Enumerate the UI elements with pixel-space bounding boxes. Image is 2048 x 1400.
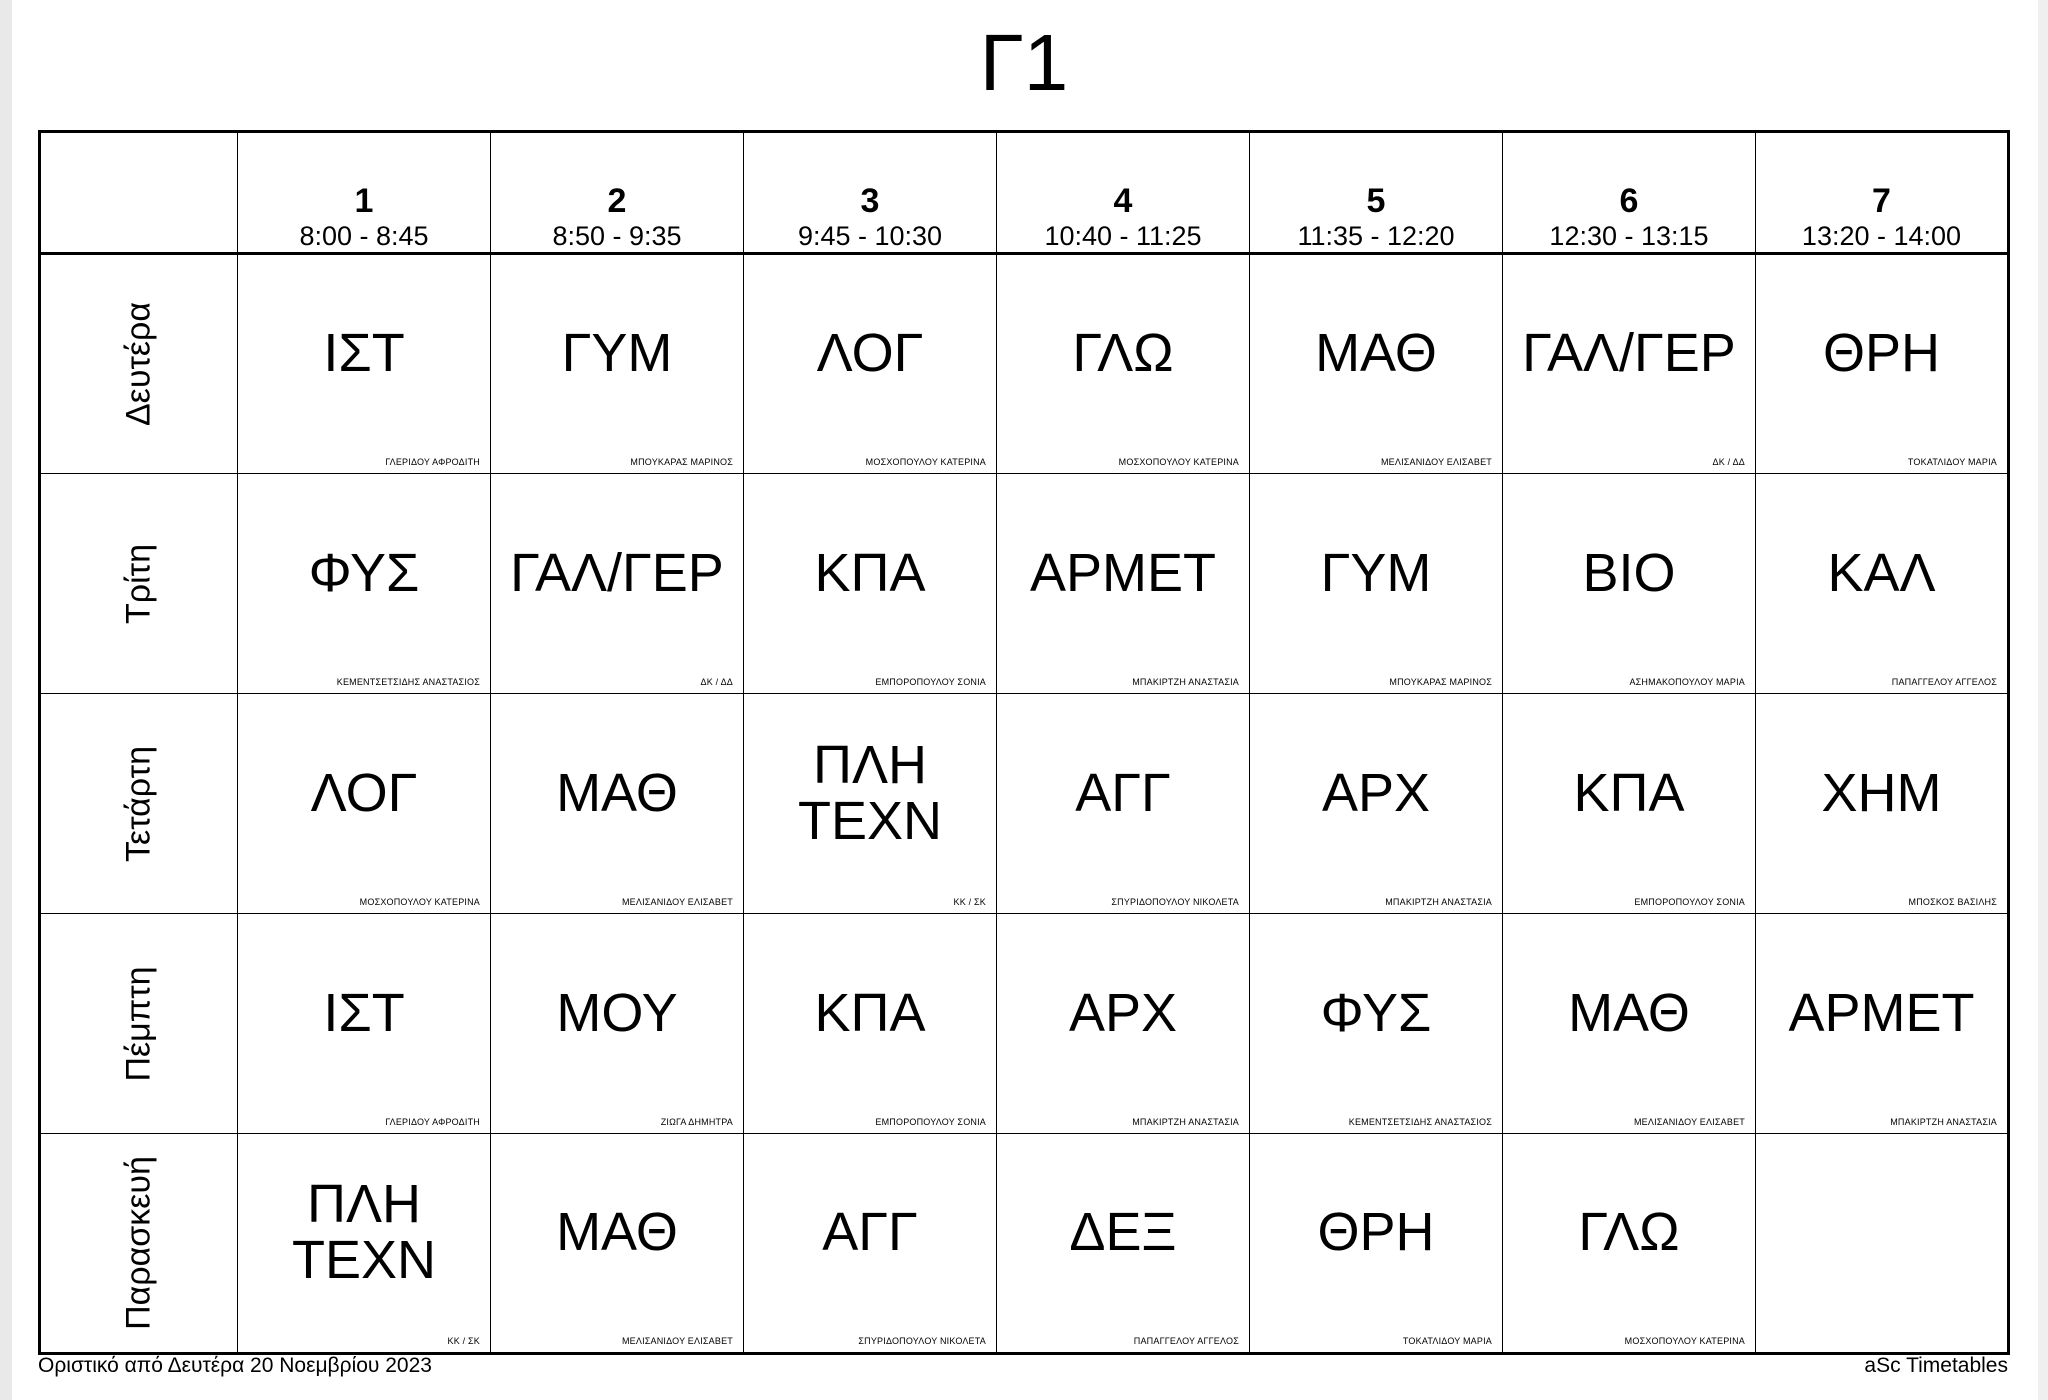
- subject-code: ΑΡΧ: [1321, 762, 1431, 823]
- lesson-cell: [997, 914, 1250, 1134]
- lesson-cell: [238, 254, 491, 474]
- lesson-cell: [1250, 694, 1503, 914]
- subject-code: ΓΛΩ: [1578, 1202, 1680, 1262]
- teacher-name: ΔΚ / ΔΔ: [700, 677, 733, 687]
- lesson-cell: [1250, 474, 1503, 694]
- subject-code: ΛΟΓ: [310, 762, 418, 823]
- period-time: 11:35 - 12:20: [1297, 221, 1455, 251]
- teacher-name: ΣΠΥΡΙΔΟΠΟΥΛΟΥ ΝΙΚΟΛΕΤΑ: [858, 1336, 986, 1346]
- day-row-thursday: [40, 914, 2009, 1134]
- period-header-6: [1503, 132, 1756, 254]
- teacher-name: ΜΠΑΚΙΡΤΖΗ ΑΝΑΣΤΑΣΙΑ: [1890, 1117, 1997, 1127]
- lesson-cell: [1503, 914, 1756, 1134]
- lesson-cell: [1756, 694, 2009, 914]
- period-time: 10:40 - 11:25: [1044, 221, 1202, 251]
- lesson-cell: [491, 914, 744, 1134]
- teacher-name: ΠΑΠΑΓΓΕΛΟΥ ΑΓΓΕΛΟΣ: [1133, 1336, 1239, 1346]
- lesson-cell: [491, 694, 744, 914]
- teacher-name: ΜΕΛΙΣΑΝΙΔΟΥ ΕΛΙΣΑΒΕΤ: [1380, 457, 1492, 467]
- period-time: 8:50 - 9:35: [552, 221, 682, 251]
- teacher-name: ΜΕΛΙΣΑΝΙΔΟΥ ΕΛΙΣΑΒΕΤ: [621, 897, 733, 907]
- teacher-name: ΖΙΩΓΑ ΔΗΜΗΤΡΑ: [660, 1117, 733, 1127]
- lesson-cell: [997, 474, 1250, 694]
- period-header-2: [491, 132, 744, 254]
- corner-cell: [40, 132, 238, 254]
- page-edge-right: [2038, 0, 2048, 1400]
- teacher-name: ΜΕΛΙΣΑΝΙΔΟΥ ΕΛΙΣΑΒΕΤ: [621, 1336, 733, 1346]
- day-row-friday: [40, 1134, 2009, 1354]
- subject-code: ΓΥΜ: [561, 323, 673, 383]
- subject-code: ΓΥΜ: [1320, 542, 1432, 603]
- teacher-name: ΑΣΗΜΑΚΟΠΟΥΛΟΥ ΜΑΡΙΑ: [1629, 677, 1745, 687]
- subject-code: ΚΠΑ: [1573, 762, 1685, 823]
- lesson-cell: [1756, 914, 2009, 1134]
- teacher-name: ΚΚ / ΣΚ: [447, 1336, 480, 1346]
- lesson-cell: [238, 1134, 491, 1354]
- lesson-cell: [238, 474, 491, 694]
- teacher-name: ΜΟΣΧΟΠΟΥΛΟΥ ΚΑΤΕΡΙΝΑ: [1624, 1336, 1745, 1346]
- subject-code: ΙΣΤ: [323, 982, 405, 1043]
- subject-code: ΓΑΛ/ΓΕΡ: [1522, 323, 1736, 383]
- period-number: 1: [354, 182, 374, 220]
- lesson-cell: [1503, 694, 1756, 914]
- subject-code: ΜΟΥ: [556, 982, 678, 1043]
- period-time: 8:00 - 8:45: [299, 221, 429, 251]
- teacher-name: ΣΠΥΡΙΔΟΠΟΥΛΟΥ ΝΙΚΟΛΕΤΑ: [1111, 897, 1239, 907]
- subject-code: ΘΡΗ: [1317, 1202, 1435, 1262]
- period-number: 6: [1619, 182, 1639, 220]
- day-cell: [40, 914, 238, 1134]
- lesson-cell: [744, 474, 997, 694]
- period-header-7: [1756, 132, 2009, 254]
- lesson-cell: [1250, 254, 1503, 474]
- lesson-cell: [744, 254, 997, 474]
- teacher-name: ΜΠΑΚΙΡΤΖΗ ΑΝΑΣΤΑΣΙΑ: [1385, 897, 1492, 907]
- day-cell: [40, 474, 238, 694]
- period-header-4: [997, 132, 1250, 254]
- day-label: Δευτέρα: [119, 301, 158, 427]
- teacher-name: ΜΟΣΧΟΠΟΥΛΟΥ ΚΑΤΕΡΙΝΑ: [865, 457, 986, 467]
- day-cell: [40, 694, 238, 914]
- period-number: 7: [1872, 182, 1891, 220]
- period-time: 9:45 - 10:30: [797, 221, 943, 251]
- lesson-cell: [744, 1134, 997, 1354]
- subject-code: ΜΑΘ: [1568, 982, 1690, 1043]
- day-label: Τρίτη: [119, 543, 158, 624]
- teacher-name: ΤΟΚΑΤΛΙΔΟΥ ΜΑΡΙΑ: [1402, 1336, 1492, 1346]
- teacher-name: ΔΚ / ΔΔ: [1712, 457, 1745, 467]
- subject-code: ΓΑΛ/ΓΕΡ: [510, 542, 724, 603]
- period-number: 3: [860, 182, 880, 220]
- lesson-cell: [1503, 474, 1756, 694]
- lesson-cell: [491, 1134, 744, 1354]
- subject-code: ΛΟΓ: [816, 323, 924, 383]
- footer-brand: aSc Timetables: [1864, 1354, 2008, 1377]
- day-row-wednesday: [40, 694, 2009, 914]
- day-label: Τετάρτη: [119, 745, 158, 862]
- teacher-name: ΜΠΟΣΚΟΣ ΒΑΣΙΛΗΣ: [1908, 897, 1997, 907]
- subject-code: ΚΠΑ: [814, 982, 926, 1043]
- teacher-name: ΜΠΑΚΙΡΤΖΗ ΑΝΑΣΤΑΣΙΑ: [1132, 1117, 1239, 1127]
- teacher-name: ΚΚ / ΣΚ: [953, 897, 986, 907]
- day-cell: [40, 1134, 238, 1354]
- day-label: Παρασκευή: [119, 1156, 158, 1330]
- lesson-cell: [1250, 1134, 1503, 1354]
- subject-code: ΠΛΗ ΤΕΧΝ: [797, 734, 943, 851]
- period-number: 5: [1366, 182, 1386, 220]
- lesson-cell: [997, 694, 1250, 914]
- lesson-cell: [238, 694, 491, 914]
- period-header-5: [1250, 132, 1503, 254]
- subject-code: ΜΑΘ: [556, 1202, 678, 1262]
- lesson-cell: [1250, 914, 1503, 1134]
- teacher-name: ΕΜΠΟΡΟΠΟΥΛΟΥ ΣΟΝΙΑ: [875, 677, 986, 687]
- lesson-cell: [1756, 254, 2009, 474]
- teacher-name: ΚΕΜΕΝΤΣΕΤΣΙΔΗΣ ΑΝΑΣΤΑΣΙΟΣ: [1348, 1117, 1492, 1127]
- subject-code: ΙΣΤ: [323, 323, 405, 383]
- period-time: 12:30 - 13:15: [1549, 221, 1709, 251]
- teacher-name: ΜΠΟΥΚΑΡΑΣ ΜΑΡΙΝΟΣ: [1389, 677, 1492, 687]
- period-header-3: [744, 132, 997, 254]
- subject-code: ΑΡΜΕΤ: [1029, 542, 1217, 603]
- subject-code: ΓΛΩ: [1072, 323, 1174, 383]
- teacher-name: ΚΕΜΕΝΤΣΕΤΣΙΔΗΣ ΑΝΑΣΤΑΣΙΟΣ: [336, 677, 480, 687]
- teacher-name: ΜΠΟΥΚΑΡΑΣ ΜΑΡΙΝΟΣ: [630, 457, 733, 467]
- lesson-cell: [1503, 254, 1756, 474]
- lesson-cell: [744, 694, 997, 914]
- lesson-cell: [1503, 1134, 1756, 1354]
- period-number: 2: [607, 182, 627, 220]
- subject-code: ΑΡΧ: [1068, 982, 1178, 1043]
- teacher-name: ΓΛΕΡΙΔΟΥ ΑΦΡΟΔΙΤΗ: [385, 457, 480, 467]
- page-edge-left: [0, 0, 12, 1400]
- teacher-name: ΕΜΠΟΡΟΠΟΥΛΟΥ ΣΟΝΙΑ: [1634, 897, 1745, 907]
- subject-code: ΦΥΣ: [308, 542, 420, 603]
- teacher-name: ΜΟΣΧΟΠΟΥΛΟΥ ΚΑΤΕΡΙΝΑ: [1118, 457, 1239, 467]
- teacher-name: ΜΟΣΧΟΠΟΥΛΟΥ ΚΑΤΕΡΙΝΑ: [359, 897, 480, 907]
- day-label: Πέμπτη: [119, 965, 158, 1082]
- subject-code: ΒΙΟ: [1582, 542, 1676, 603]
- period-header-row: [40, 132, 2009, 254]
- subject-code: ΚΠΑ: [814, 542, 926, 603]
- period-time: 13:20 - 14:00: [1801, 221, 1962, 251]
- subject-code: ΘΡΗ: [1822, 323, 1941, 383]
- lesson-cell: [997, 1134, 1250, 1354]
- day-row-tuesday: [40, 474, 2009, 694]
- teacher-name: ΕΜΠΟΡΟΠΟΥΛΟΥ ΣΟΝΙΑ: [875, 1117, 986, 1127]
- subject-code: ΠΛΗ ΤΕΧΝ: [291, 1174, 437, 1290]
- page-title: Γ1: [979, 18, 1069, 107]
- lesson-cell: [744, 914, 997, 1134]
- period-number: 4: [1113, 182, 1133, 220]
- subject-code: ΑΓΓ: [1075, 762, 1171, 823]
- lesson-cell: [238, 914, 491, 1134]
- subject-code: ΜΑΘ: [556, 762, 678, 823]
- lesson-cell: [1756, 474, 2009, 694]
- lesson-cell: [491, 474, 744, 694]
- teacher-name: ΠΑΠΑΓΓΕΛΟΥ ΑΓΓΕΛΟΣ: [1891, 677, 1997, 687]
- subject-code: [1756, 1134, 2007, 1330]
- subject-code: ΧΗΜ: [1821, 762, 1942, 823]
- lesson-cell: [491, 254, 744, 474]
- teacher-name: ΤΟΚΑΤΛΙΔΟΥ ΜΑΡΙΑ: [1907, 457, 1997, 467]
- subject-code: ΑΡΜΕΤ: [1788, 982, 1975, 1043]
- teacher-name: ΜΕΛΙΣΑΝΙΔΟΥ ΕΛΙΣΑΒΕΤ: [1633, 1117, 1745, 1127]
- subject-code: ΔΕΞ: [1069, 1202, 1177, 1262]
- subject-code: ΜΑΘ: [1315, 323, 1437, 383]
- teacher-name: ΓΛΕΡΙΔΟΥ ΑΦΡΟΔΙΤΗ: [385, 1117, 480, 1127]
- lesson-cell-empty: [1756, 1134, 2009, 1354]
- lesson-cell: [997, 254, 1250, 474]
- footer-status: Οριστικό από Δευτέρα 20 Νοεμβρίου 2023: [38, 1354, 432, 1377]
- day-cell: [40, 254, 238, 474]
- period-header-1: [238, 132, 491, 254]
- day-row-monday: [40, 254, 2009, 474]
- subject-code: ΚΑΛ: [1827, 542, 1936, 603]
- subject-code: ΦΥΣ: [1320, 982, 1432, 1043]
- subject-code: ΑΓΓ: [822, 1202, 918, 1262]
- timetable: [38, 130, 2010, 1355]
- teacher-name: ΜΠΑΚΙΡΤΖΗ ΑΝΑΣΤΑΣΙΑ: [1132, 677, 1239, 687]
